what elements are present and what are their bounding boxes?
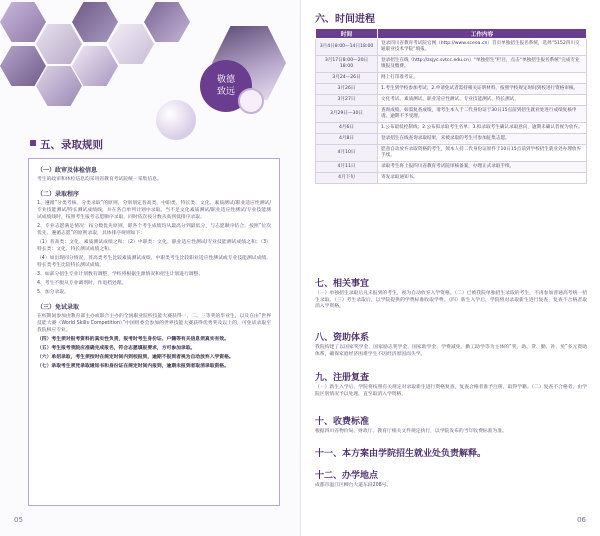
section-heading: 九、注册复查	[315, 373, 370, 383]
procedure-paragraph: 1、遵循“分类考核、分类录取”的原则，分别划定普高类、中职类、特长类、文化、素质测试/职业适应性测试/专业技能测试/特长测试成绩线，并在各自单列计划中录取。当不足文化素质测试/职业适应性测试/专业技能测试成绩线时，按照考生报考志愿顺序录取，同时依次按分数从高到低排序录取。	[37, 201, 271, 220]
content-cell: 登录招生在线（http://zsjyc.svtcc.edu.cn）“单独招生”栏目，点击“单独招生报名系统”完成专业填报及缴费。	[378, 56, 587, 73]
section-marker-icon	[30, 140, 36, 146]
section-title: 五、录取规则	[40, 139, 103, 151]
content-cell: 登录四川省教育考试院官网（http://www.sceea.cn）首页单独招生报名系统，选择“5152四川交通职业技术学院”填报。	[378, 39, 587, 56]
section-text: 我院构建了以国家奖学金、国家励志奖学金、国家助学金、学费减免、勤工助学等为主体的“奖、助、贷、勤、补、免”多元资助体系，确保家庭经济困难学生不因经济原因而失学。	[315, 345, 587, 357]
note-item: （七）录取考生须凭录取通知书和身份证在规定时间内报到，逾期未报到者取消录取资格。	[37, 364, 229, 369]
fee-standard-section	[315, 414, 587, 436]
time-cell: 3月24—26日	[316, 73, 378, 84]
content-cell: 1.考生到学校参加考试；2.申请免试者需持相关证明材料，按照学校规定时间到校进行资格审核。	[378, 84, 587, 95]
content-cell: 录取考生将上报四川省教育考试院审核备案，办理正式录取手续。	[378, 162, 587, 173]
table-row	[316, 123, 587, 134]
section-heading: 十一、本方案由学院招生就业处负责解释。	[315, 449, 487, 459]
table-row	[316, 106, 587, 123]
page-number: 05	[14, 516, 23, 524]
note-item: （六）单招录取，考生须按时在规定时间内到校报到，逾期不报到者视为自动放弃入学资格。	[37, 355, 234, 360]
note-item: （五）考生报考我院应准确完成报名，符合志愿填报要求，方可参加录取。	[37, 346, 196, 351]
table-row	[316, 145, 587, 162]
table-header: 工作内容	[378, 29, 587, 39]
registration-review-section	[315, 370, 587, 398]
hex-photo	[72, 2, 118, 42]
content-cell: 网上打印准考证。	[378, 73, 587, 84]
aid-system-section	[315, 330, 587, 358]
section-heading: 八、资助体系	[315, 333, 370, 343]
table-row	[316, 39, 587, 56]
section-text: （一）单独招生录取后凡未报到的考生，视为自动放弃入学资格。（二）已被我院单独招生录取的考生，不再参加普通高考统一招生录取。（三）考生录取后，以学院提供的学费标准收取学费。（四）新生入学后，学院将对录取新生进行复查，复查不合格者取消入学资格。	[315, 291, 587, 310]
time-cell: 4月10日	[316, 145, 378, 162]
schedule-title: 六、时间进程	[315, 14, 375, 25]
right-page	[300, 0, 600, 536]
school-seal-icon	[238, 88, 264, 114]
table-row	[316, 95, 587, 106]
schedule-table	[315, 28, 587, 184]
page-number: 06	[577, 516, 586, 524]
hero-collage	[0, 0, 300, 128]
table-row	[316, 134, 587, 145]
hex-photo	[72, 46, 118, 86]
content-cell: 寄发录取通知书。	[378, 173, 587, 184]
procedure-paragraph: 5、加分录取。	[37, 290, 69, 295]
content-cell: 登录招生在线查询录取结果，未被录取的考生可参加征集志愿。	[378, 134, 587, 145]
time-cell: 3月17日8:00—20日18:00	[316, 56, 378, 73]
section-heading: 七、相关事宜	[315, 279, 370, 289]
hex-photo	[0, 2, 46, 42]
table-row	[316, 162, 587, 173]
table-row	[316, 73, 587, 84]
section-text: （一）新生入学后，学院将按照有关规定对录取新生进行资格复查，复查合格者准予注册，取得学籍。（二）复查不合格者，由学院区别情况予以处理，直至取消入学资格。	[315, 385, 587, 397]
time-cell: 3月4日8:00—14日18:00	[316, 39, 378, 56]
procedure-paragraph: 4、考生不服从专业调剂时，作退档处理。	[37, 281, 127, 286]
time-cell: 3月26日	[316, 84, 378, 95]
procedure-paragraph: 3、如部分招生专业计划数有调整，学校将根据生源情况和招生计划进行调整。	[37, 272, 204, 277]
section-text: 根据四川省物价局、财政厅、教育厅相关文件规定执行，以学院发布的当年收费标准为准。	[315, 429, 507, 434]
time-cell: 4月8日	[316, 134, 378, 145]
content-cell: 愿意自动放弃录取资格的考生，须本人持二代身份证原件于10日15点前到学校招生就业处办理放弃手续。	[378, 145, 587, 162]
time-cell: 4月11日	[316, 162, 378, 173]
interpretation-section	[315, 446, 587, 461]
bonus-heading: （三）免试录取	[37, 304, 80, 311]
hex-photo	[0, 46, 46, 86]
content-cell: 查询成绩。如需复查成绩，请考生本人于二代身份证于30日15点前到招生就业处进行成绩复核申请。逾期不予受理。	[378, 106, 587, 123]
procedure-paragraph: （4）如出现同分情况，普高类考生比较素质测试成绩，中职类考生比较职业适应性测试或专业技能测试成绩，特长类考生比较特长测试成绩。	[37, 256, 271, 268]
motto-line1: 敬德	[216, 75, 235, 85]
policy-text: 考生的政审和体检信息均采用省教育考试院统一采集信息。	[37, 177, 162, 182]
related-matters-section	[315, 276, 587, 311]
policy-heading: （一）政审及体检信息	[37, 167, 98, 174]
section-heading: 十、收费标准	[315, 417, 370, 427]
hex-photo	[36, 66, 82, 106]
hex-photo	[144, 2, 190, 42]
hex-photo	[108, 24, 154, 64]
campus-location-section	[315, 468, 587, 490]
table-row	[316, 173, 587, 184]
note-item: （四）考生须对报考资料的真实性负责，报考时考生身份证、户籍等有关信息须真实有效。	[37, 337, 229, 342]
procedure-heading: （二）录取程序	[37, 191, 80, 198]
section-text: 成都市温江区柳台大道东段208号。	[315, 483, 392, 488]
content-cell: 文化考试、素质测试、职业适应性测试、专业技能测试、特长测试。	[378, 95, 587, 106]
time-cell: 3月27日	[316, 95, 378, 106]
table-row	[316, 84, 587, 95]
section-heading: 十二、办学地点	[315, 471, 379, 481]
decorative-bubble	[156, 100, 196, 140]
time-cell: 4月6日	[316, 123, 378, 134]
hex-photo	[36, 24, 82, 64]
time-cell: 4月下旬	[316, 173, 378, 184]
bonus-text: 在校期间参加由教育部主办或联合主办的全国职业院校技能大赛获得一、二、三等奖的毕业生，以及在由“世界技能大赛（World Skills Competition）”中国组委会参加的世界技能大赛获得优秀奖及以上的，可免试录取至我院相应专业。	[37, 314, 271, 333]
table-header-row	[316, 29, 587, 39]
table-row	[316, 56, 587, 73]
motto-line2: 致远	[216, 87, 235, 97]
table-header: 时间	[316, 29, 378, 39]
content-cell: 1.公布最低控制线；2.公布拟录取考生名单；3.拟录取考生确认录取意向，逾期未确认者视为放弃。	[378, 123, 587, 134]
rules-box	[28, 158, 280, 506]
procedure-paragraph: 2、专业志愿满足情况：按分数优先原则，即各个考生成绩均从最高分到最低分，与志愿顺序结合，按照“位次优先、遵循志愿”的原则录取，具体排序规则如下：	[37, 224, 271, 236]
procedure-paragraph: （1）普高类：文化、素质测试成绩之和；（2）中职类：文化、职业适应性测试/专业技能测试成绩之和；（3）特长类：文化、特长测试成绩之和。	[37, 240, 271, 252]
time-cell: 3月29日—30日	[316, 106, 378, 123]
